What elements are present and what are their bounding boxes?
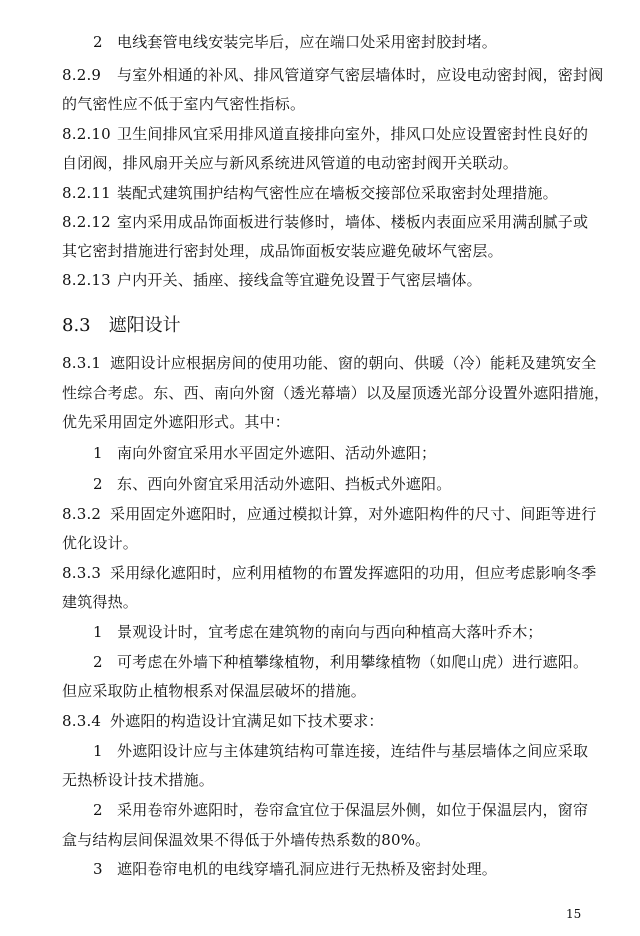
clause-text: 建筑得热。 [62,593,139,611]
clause-number: 8.3.1 [62,354,102,372]
item-text: 但应采取防止植物根系对保温层破坏的措施。 [62,682,367,700]
clause-8-2-13 [62,270,482,290]
section-number: 8.3 [62,315,91,336]
clause-8-3-1-cont-2 [62,412,290,432]
clause-text: 装配式建筑围护结构气密性应在墙板交接部位采取密封处理措施。 [117,184,558,202]
item-number: 2 [93,801,103,819]
list-item-2 [93,800,588,820]
list-item-1 [93,443,436,463]
item-text: 南向外窗宜采用水平固定外遮阳、活动外遮阳； [117,444,437,462]
clause-8-2-9 [62,65,603,85]
item-number: 2 [93,33,103,51]
clause-text: 外遮阳的构造设计宜满足如下技术要求： [110,712,384,730]
item-text: 无热桥设计技术措施。 [62,771,215,789]
item-text: 可考虑在外墙下种植攀缘植物，利用攀缘植物（如爬山虎）进行遮阳。 [117,653,589,671]
section-heading [62,314,181,338]
clause-text: 采用绿化遮阳时，应利用植物的布置发挥遮阳的功用，但应考虑影响冬季 [110,564,597,582]
clause-8-2-9-cont [62,94,305,114]
clause-8-2-12-cont [62,241,503,261]
list-item-3 [93,859,497,879]
list-item-2 [93,474,451,494]
clause-text: 采用固定外遮阳时，应通过模拟计算，对外遮阳构件的尺寸、间距等进行 [110,505,597,523]
clause-text: 遮阳设计应根据房间的使用功能、窗的朝向、供暖（冷）能耗及建筑安全 [110,354,597,372]
clause-number: 8.2.13 [62,271,111,289]
clause-8-2-11 [62,183,558,203]
clause-text: 与室外相通的补风、排风管道穿气密层墙体时，应设电动密封阀，密封阀 [117,66,604,84]
clause-8-3-2 [62,504,596,524]
clause-text: 的气密性应不低于室内气密性指标。 [62,95,306,113]
list-item-2-cont [62,681,366,701]
clause-8-3-3-cont [62,592,138,612]
item-number: 3 [93,860,103,878]
item-text: 采用卷帘外遮阳时，卷帘盒宜位于保温层外侧，如位于保温层内，窗帘 [117,801,589,819]
item-text: 盒与结构层间保温效果不得低于外墙传热系数的80%。 [62,831,431,849]
clause-8-3-4 [62,711,384,731]
clause-text: 卫生间排风宜采用排风道直接排向室外，排风口处应设置密封性良好的 [117,125,589,143]
clause-text: 优先采用固定外遮阳形式。其中： [62,413,291,431]
clause-text: 自闭阀，排风扇开关应与新风系统进风管道的电动密封阀开关联动。 [62,154,519,172]
item-number: 1 [93,444,103,462]
clause-8-3-2-cont [62,533,138,553]
clause-text: 其它密封措施进行密封处理，成品饰面板安装应避免破坏气密层。 [62,242,503,260]
clause-number: 8.3.3 [62,564,102,582]
list-item-2 [93,32,497,52]
clause-text: 优化设计。 [62,534,139,552]
clause-text: 室内采用成品饰面板进行装修时，墙体、楼板内表面应采用满刮腻子或 [117,213,589,231]
list-item-1 [93,622,543,642]
item-text: 景观设计时，宜考虑在建筑物的南向与西向种植高大落叶乔木； [117,623,543,641]
clause-8-2-10-cont [62,153,518,173]
clause-8-3-3 [62,563,596,583]
clause-number: 8.2.12 [62,213,111,231]
item-text: 外遮阳设计应与主体建筑结构可靠连接，连结件与基层墙体之间应采取 [117,742,589,760]
item-text: 遮阳卷帘电机的电线穿墙孔洞应进行无热桥及密封处理。 [117,860,498,878]
item-text: 电线套管电线安装完毕后，应在端口处采用密封胶封堵。 [117,33,498,51]
page-number: 15 [566,907,582,921]
list-item-2 [93,652,588,672]
clause-number: 8.2.9 [62,66,102,84]
item-text: 东、西向外窗宜采用活动外遮阳、挡板式外遮阳。 [117,475,452,493]
clause-8-3-1-cont-1 [62,383,609,403]
list-item-1-cont [62,770,214,790]
item-number: 2 [93,475,103,493]
clause-text: 性综合考虑。东、西、南向外窗（透光幕墙）以及屋顶透光部分设置外遮阳措施， [62,384,610,402]
clause-number: 8.2.10 [62,125,111,143]
item-number: 1 [93,742,103,760]
clause-8-2-12 [62,212,588,232]
item-number: 1 [93,623,103,641]
list-item-2-cont [62,830,430,850]
clause-8-3-1 [62,353,596,373]
list-item-1 [93,741,588,761]
clause-text: 户内开关、插座、接线盒等宜避免设置于气密层墙体。 [117,271,482,289]
clause-number: 8.3.4 [62,712,102,730]
clause-number: 8.2.11 [62,184,111,202]
item-number: 2 [93,653,103,671]
section-title: 遮阳设计 [108,315,181,336]
clause-8-2-10 [62,124,588,144]
clause-number: 8.3.2 [62,505,102,523]
